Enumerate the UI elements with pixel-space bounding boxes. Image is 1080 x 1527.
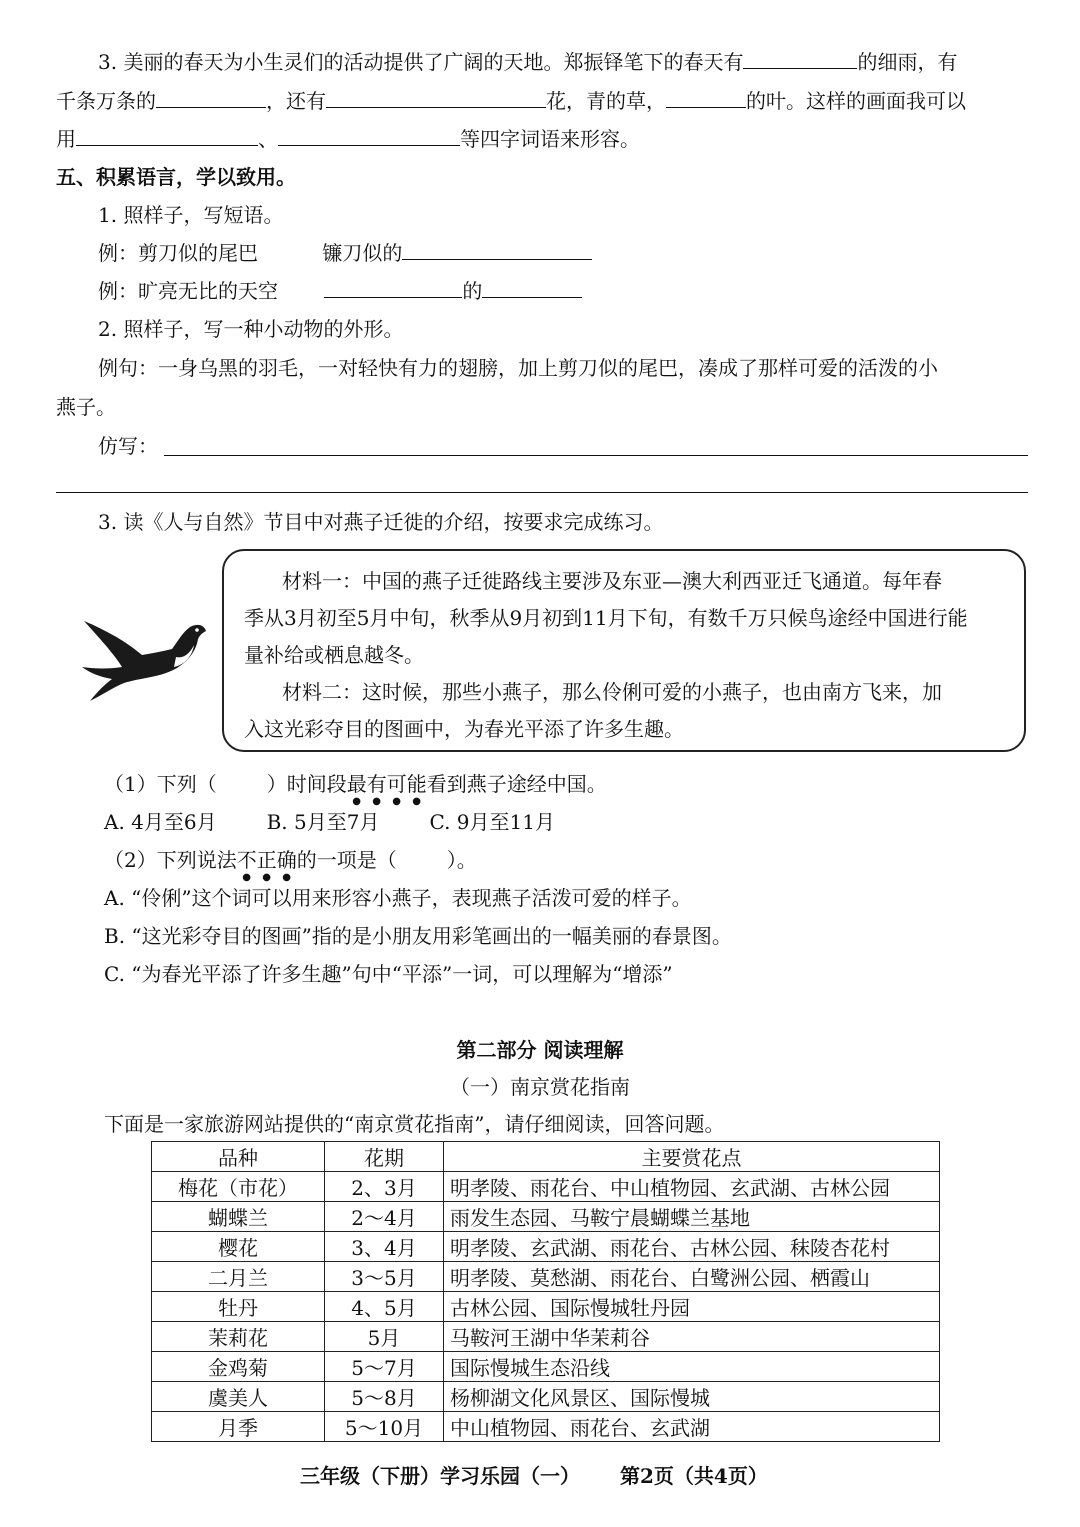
answer-blank[interactable]: [743, 48, 857, 69]
q3-line-1: [98, 48, 957, 76]
part-subtitle: （一）南京赏花指南: [450, 1075, 630, 1099]
answer-blank[interactable]: [278, 125, 460, 146]
table-row: [152, 1292, 940, 1322]
question-text: 看到燕子途经中国。: [426, 772, 607, 796]
question-2: 2. 照样子，写一种小动物的外形。: [98, 317, 404, 341]
q3-text: 的叶。这样的画面我可以: [746, 89, 966, 113]
table-cell: 杨柳湖文化风景区、国际慢城: [444, 1382, 940, 1412]
table-cell: 明孝陵、玄武湖、雨花台、古林公园、秣陵杏花村: [444, 1232, 940, 1262]
footer-title: 三年级（下册）学习乐园（一）: [300, 1464, 580, 1488]
option-c[interactable]: C. 9月至11月: [429, 810, 555, 834]
sub-question-2-option-a[interactable]: A. “伶俐”这个词可以用来形容小燕子，表现燕子活泼可爱的样子。: [104, 886, 692, 910]
table-cell: 5月: [325, 1322, 444, 1352]
answer-blank[interactable]: [324, 277, 462, 298]
question-text: （1）下列（: [104, 772, 217, 796]
sub-question-2: [104, 846, 477, 883]
part-title: 第二部分 阅读理解: [456, 1038, 624, 1062]
answer-blank[interactable]: [76, 125, 258, 146]
question-text: ）时间段: [266, 772, 347, 796]
table-cell: 牡丹: [152, 1292, 325, 1322]
table-cell: 樱花: [152, 1232, 325, 1262]
table-cell: 茉莉花: [152, 1322, 325, 1352]
option-a[interactable]: A. 4月至6月: [104, 810, 217, 834]
example-row-1: [98, 239, 592, 267]
table-cell: 古林公园、国际慢城牡丹园: [444, 1292, 940, 1322]
example-sentence-line-1: 例句：一身乌黑的羽毛，一对轻快有力的翅膀，加上剪刀似的尾巴，凑成了那样可爱的活泼的小: [98, 356, 938, 380]
writing-line[interactable]: [164, 455, 1028, 456]
answer-blank[interactable]: [326, 87, 546, 108]
sub-question-1: [104, 770, 607, 807]
q3-text: 花，青的草，: [546, 89, 666, 113]
table-cell: 明孝陵、雨花台、中山植物园、玄武湖、古林公园: [444, 1172, 940, 1202]
question-text: （2）下列说法: [104, 848, 237, 872]
q3-text: 等四字词语来形容。: [460, 127, 640, 151]
example-sentence-line-2: 燕子。: [56, 395, 116, 419]
question-text: 的一项是（: [296, 848, 397, 872]
example-text: 镰刀似的: [322, 241, 403, 265]
option-b[interactable]: B. 5月至7月: [266, 810, 380, 834]
material-1-line-1: 材料一：中国的燕子迁徙路线主要涉及东亚—澳大利西亚迁飞通道。每年春: [282, 569, 942, 593]
part-intro: 下面是一家旅游网站提供的“南京赏花指南”，请仔细阅读，回答问题。: [104, 1112, 725, 1136]
table-cell: 雨发生态园、马鞍宁晨蝴蝶兰基地: [444, 1202, 940, 1232]
sub-question-2-option-c[interactable]: C. “为春光平添了许多生趣”句中“平添”一词，可以理解为“增添”: [104, 962, 673, 986]
table-row: [152, 1232, 940, 1262]
table-cell: 3、4月: [325, 1232, 444, 1262]
table-row: [152, 1172, 940, 1202]
example-text: 例：旷亮无比的天空: [98, 279, 278, 303]
table-row: [152, 1322, 940, 1352]
emphasis-text: 最有可能: [346, 772, 427, 796]
answer-blank[interactable]: [482, 277, 582, 298]
column-header: 花期: [325, 1142, 444, 1172]
table-row: [152, 1382, 940, 1412]
column-header: 主要赏花点: [444, 1142, 940, 1172]
table-cell: 虞美人: [152, 1382, 325, 1412]
section-title: 五、积累语言，学以致用。: [56, 165, 296, 189]
table-cell: 4、5月: [325, 1292, 444, 1322]
table-row: [152, 1202, 940, 1232]
question-text: ）。: [446, 848, 477, 872]
material-2-line-2: 入这光彩夺目的图画中，为春光平添了许多生趣。: [244, 717, 684, 741]
footer-page-number: 第2页（共4页）: [620, 1464, 768, 1488]
column-header: 品种: [152, 1142, 325, 1172]
answer-blank[interactable]: [156, 87, 266, 108]
example-row-2: [98, 277, 582, 305]
sub-question-2-option-b[interactable]: B. “这光彩夺目的图画”指的是小朋友用彩笔画出的一幅美丽的春景图。: [104, 924, 732, 948]
q3-text: 千条万条的: [56, 89, 156, 113]
table-cell: 2～4月: [325, 1202, 444, 1232]
writing-line[interactable]: [56, 492, 1028, 493]
q3-text: 的细雨，有: [857, 50, 958, 74]
answer-blank[interactable]: [666, 87, 746, 108]
q3-line-3: [56, 125, 640, 153]
table-cell: 金鸡菊: [152, 1352, 325, 1382]
table-cell: 明孝陵、莫愁湖、雨花台、白鹭洲公园、栖霞山: [444, 1262, 940, 1292]
table-header-row: [152, 1142, 940, 1172]
imitate-label: 仿写：: [98, 434, 158, 458]
table-cell: 月季: [152, 1412, 325, 1442]
table-cell: 马鞍河王湖中华茉莉谷: [444, 1322, 940, 1352]
example-text: 的: [462, 279, 483, 303]
table-cell: 二月兰: [152, 1262, 325, 1292]
emphasis-text: 不正确: [236, 848, 297, 872]
question-3: 3. 读《人与自然》节目中对燕子迁徙的介绍，按要求完成练习。: [98, 510, 664, 534]
table-cell: 3～5月: [325, 1262, 444, 1292]
table-row: [152, 1412, 940, 1442]
q3-text: ，还有: [266, 89, 326, 113]
answer-blank[interactable]: [402, 239, 592, 260]
table-cell: 5～10月: [325, 1412, 444, 1442]
table-row: [152, 1352, 940, 1382]
swallow-icon: [80, 605, 210, 705]
table-cell: 梅花（市花）: [152, 1172, 325, 1202]
q3-line-2: [56, 87, 966, 115]
material-1-line-2: 季从3月初至5月中旬，秋季从9月初到11月下旬，有数千万只候鸟途经中国进行能: [244, 606, 968, 630]
table-cell: 5～8月: [325, 1382, 444, 1412]
q3-text: 、: [258, 127, 278, 151]
question-1: 1. 照样子，写短语。: [98, 203, 284, 227]
table-row: [152, 1262, 940, 1292]
sub-question-1-options: [104, 808, 555, 836]
table-cell: 中山植物园、雨花台、玄武湖: [444, 1412, 940, 1442]
q3-text: 用: [56, 127, 76, 151]
material-1-line-3: 量补给或栖息越冬。: [244, 643, 424, 667]
table-cell: 蝴蝶兰: [152, 1202, 325, 1232]
flower-guide-table: [151, 1141, 940, 1442]
q3-text: 3. 美丽的春天为小生灵们的活动提供了广阔的天地。郑振铎笔下的春天有: [98, 50, 744, 74]
material-box: [222, 549, 1026, 752]
table-cell: 5～7月: [325, 1352, 444, 1382]
table-cell: 2、3月: [325, 1172, 444, 1202]
material-2-line-1: 材料二：这时候，那些小燕子，那么伶俐可爱的小燕子，也由南方飞来，加: [282, 680, 942, 704]
example-text: 例：剪刀似的尾巴: [98, 241, 258, 265]
table-cell: 国际慢城生态沿线: [444, 1352, 940, 1382]
